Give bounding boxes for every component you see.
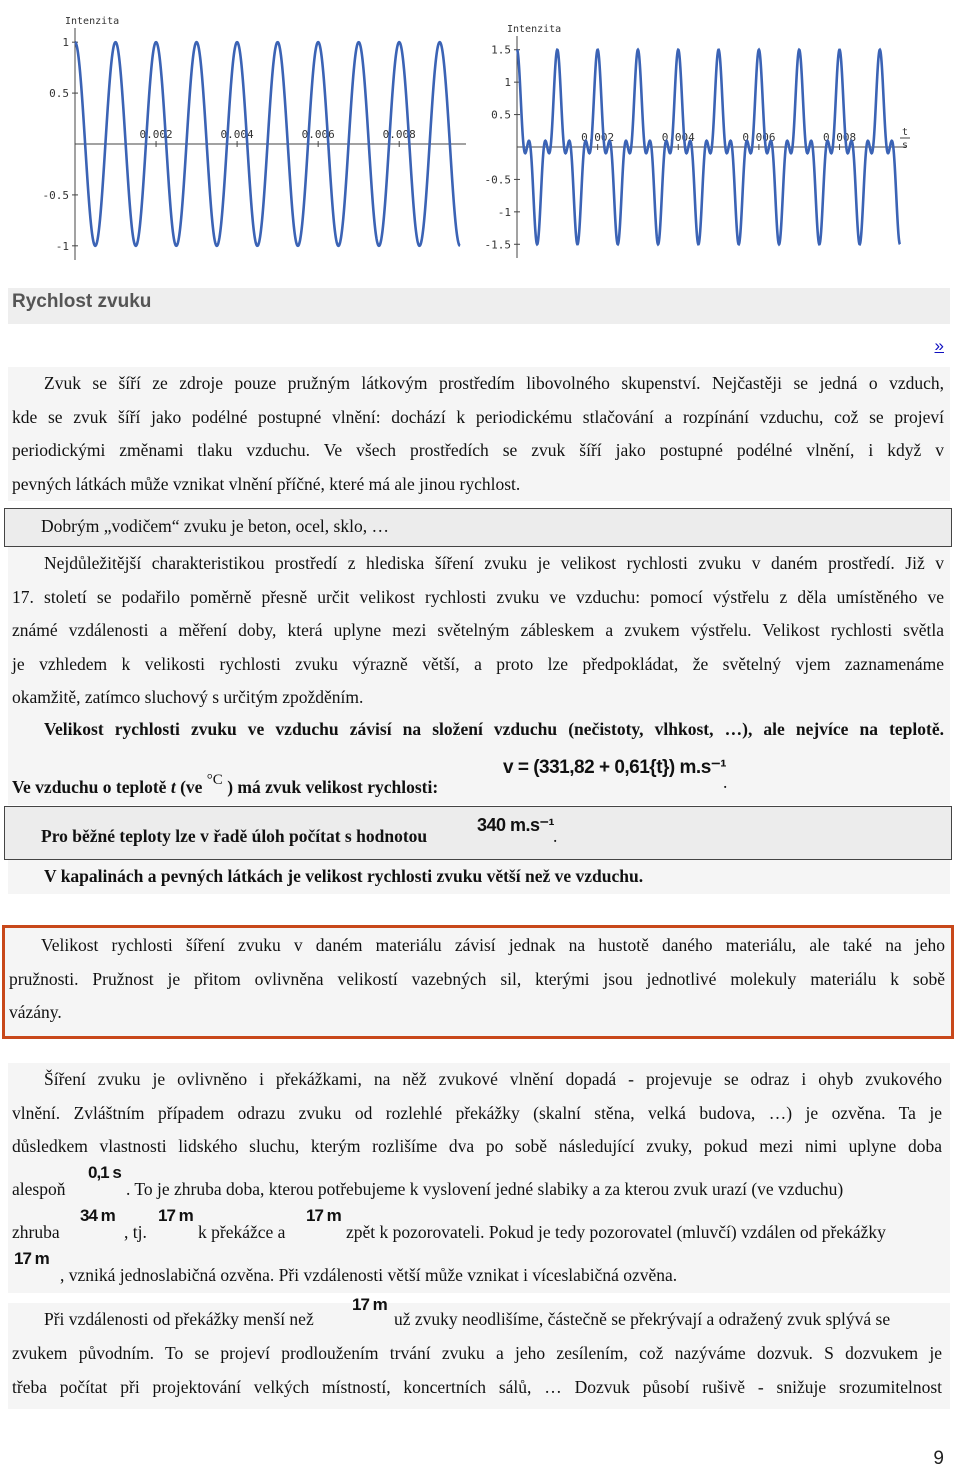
formula-intro: Ve vzduchu o teplotě — [12, 776, 171, 797]
x-tick-label: 0.008 — [382, 128, 416, 141]
y-tick-label: -0.5 — [42, 188, 69, 202]
text-line: pevných látkách může vznikat vlnění příčné, které má ale jinou rychlost. — [12, 473, 521, 494]
text-line: Zvuk se šíří ze zdroje pouze pružným látkovým prostředím libovolného skupenství. Nejčastěji se jedná o vzduch, — [44, 373, 944, 393]
text-line: důsledkem vlastnosti lidského sluchu, kterým rozlišíme dva po sobě následující zvuky, pokud mezi nimi uplyne doba — [12, 1136, 942, 1156]
text-fragment: , tj. — [124, 1222, 147, 1242]
text-fragment: alespoň — [12, 1179, 66, 1199]
note-text: Dobrým „vodičem“ zvuku je beton, ocel, sklo, … — [41, 516, 389, 536]
text-fragment: , vzniká jednoslabičná ozvěna. Při vzdálenosti větší může vznikat i víceslabičná ozvěna. — [60, 1265, 678, 1285]
paragraph-formula — [8, 749, 950, 805]
chart-pure-tone-svg — [30, 0, 470, 270]
text-line: 17. století se podařilo poměrně přesně určit velikost rychlosti zvuku ve vzduchu: pomocí výstřelu z děla umístěného ve — [12, 586, 944, 607]
text-line: okamžitě, zatímco sluchový s určitým zpožděním. — [12, 687, 364, 707]
paragraph-liquids — [8, 860, 950, 894]
note-period: . — [553, 826, 558, 846]
text-line: vázány. — [9, 1002, 62, 1022]
y-tick-label: 0.5 — [491, 108, 511, 122]
text-line: V kapalinách a pevných látkách je velikost rychlosti zvuku větší než ve vzduchu. — [44, 866, 644, 886]
paragraph-intro — [8, 367, 950, 501]
paragraph-reverberation — [8, 1295, 950, 1409]
text-fragment: zpět k pozorovateli. Pokud je tedy pozorovatel (mluvčí) vzdálen od překážky — [346, 1222, 886, 1242]
unit-celsius: °C — [206, 772, 223, 788]
value-34-m: 34 m — [80, 1206, 115, 1225]
text-line: kde se zvuk šíří jako podélné postupné vlnění: dochází k periodickému stlačování a rozpínání vzduchu, což se projeví — [12, 406, 944, 427]
text-line: periodickými změnami tlaku vzduchu. Ve všech prostředích se zvuk šíří jako postupné podélné vlnění, i když v — [12, 440, 944, 460]
chart-complex-tone — [470, 0, 940, 270]
value-17-m: 17 m — [158, 1206, 193, 1225]
text-line: Velikost rychlosti šíření zvuku v daném materiálu závisí jednak na hustotě daného materiálu, ale také na jeho — [41, 935, 945, 955]
y-axis-label: Intenzita — [507, 24, 562, 35]
x-axis-label-unit: s — [902, 140, 909, 151]
x-tick-label: 0.004 — [220, 128, 254, 141]
text-line: zvukem původním. To se projeví prodloužením trvání zvuku a jeho zesílením, což nazýváme dozvuk. S dozvukem je — [12, 1343, 942, 1363]
text-line: Šíření zvuku je ovlivněno i překážkami, na něž zvukové vlnění dopadá - projevuje se odraz i ohyb zvukového — [44, 1069, 942, 1089]
text-fragment: Při vzdálenosti od překážky menší než — [44, 1309, 314, 1329]
value-0-1-s: 0,1 s — [88, 1163, 121, 1182]
x-tick-label: 0.008 — [822, 131, 857, 144]
speed-formula: v = (331,82 + 0,61{t}) m.s⁻¹ — [503, 757, 727, 778]
paragraph-echo — [8, 1063, 950, 1293]
note-box-conductors — [4, 508, 952, 547]
y-tick-label: -1 — [55, 239, 69, 253]
y-tick-label: -0.5 — [484, 173, 511, 187]
value-17-m: 17 m — [306, 1206, 341, 1225]
paragraph-temperature — [8, 713, 950, 749]
y-tick-label: 1 — [504, 76, 511, 90]
text-fragment: k překážce a — [198, 1222, 286, 1242]
y-tick-label: 0.5 — [49, 87, 69, 101]
formula-period: . — [723, 772, 728, 792]
text-line: třeba počítat při projektování velkých místností, koncertních sálů, … Dozvuk působí rušivě - snižuje srozumitelnost — [12, 1376, 942, 1397]
paragraph-history — [8, 547, 950, 713]
text-line: Nejdůležitější charakteristikou prostředí z hlediska šíření zvuku je velikost rychlosti zvuku v daném prostředí. Již v — [44, 553, 944, 573]
text-fragment: už zvuky neodlišíme, částečně se překrývají a odražený zvuk splývá se — [394, 1309, 891, 1329]
x-tick-label: 0.004 — [661, 131, 695, 144]
chart-pure-tone — [30, 0, 470, 270]
y-tick-label: 1.5 — [491, 43, 511, 57]
y-axis-label: Intenzita — [65, 16, 120, 27]
highlight-box-elasticity — [2, 925, 954, 1039]
note-text: Pro běžné teploty lze v řadě úloh počítat s hodnotou — [41, 826, 428, 846]
x-axis-label: t — [902, 127, 909, 138]
x-tick-label: 0.002 — [581, 131, 615, 144]
formula-post: ) má zvuk velikost rychlosti: — [222, 776, 439, 797]
next-link[interactable]: » — [934, 336, 944, 355]
text-line: pružnosti. Pružnost je přitom ovlivněna velikostí vazebných sil, kterými jsou jednotlivé molekuly materiálu k sobě — [9, 968, 945, 989]
text-fragment: zhruba — [12, 1222, 60, 1242]
y-tick-label: -1 — [497, 205, 511, 219]
x-tick-label: 0.006 — [742, 131, 776, 144]
y-tick-label: 1 — [62, 36, 69, 50]
text-line: je vzhledem k velikosti rychlosti zvuku výrazně větší, a proto lze předpokládat, že světelný vjem zaznamenáme — [12, 653, 944, 674]
text-line: známé vzdálenosti a měření doby, která uplyne mezi světelným zábleskem a zvukem výstřelu. Velikost rychlosti světla — [12, 620, 944, 640]
text-fragment: . To je zhruba doba, kterou potřebujeme k vyslovení jedné slabiky a za kterou zvuk urazí (ve vzduchu) — [126, 1179, 844, 1199]
value-17-m: 17 m — [14, 1249, 49, 1268]
variable-t: t — [170, 776, 176, 797]
section-heading: Rychlost zvuku — [12, 291, 152, 312]
page-number: 9 — [933, 1448, 944, 1469]
text-line: vlnění. Zvláštním případem odrazu zvuku od rozlehlé překážky (skalní stěna, velká budova, …) je ozvěna. Ta je — [12, 1102, 942, 1123]
text-line: Velikost rychlosti zvuku ve vzduchu závisí na složení vzduchu (nečistoty, vlhkost, …), ale nejvíce na teplotě. — [44, 719, 944, 739]
x-tick-label: 0.006 — [301, 128, 335, 141]
typical-speed-value: 340 m.s⁻¹ — [477, 815, 555, 835]
chart-complex-tone-svg — [470, 0, 940, 270]
formula-mid: (ve — [175, 776, 207, 797]
note-box-typical-speed — [4, 806, 952, 860]
y-tick-label: -1.5 — [484, 238, 511, 252]
x-tick-label: 0.002 — [139, 128, 173, 141]
value-17-m: 17 m — [352, 1295, 387, 1314]
